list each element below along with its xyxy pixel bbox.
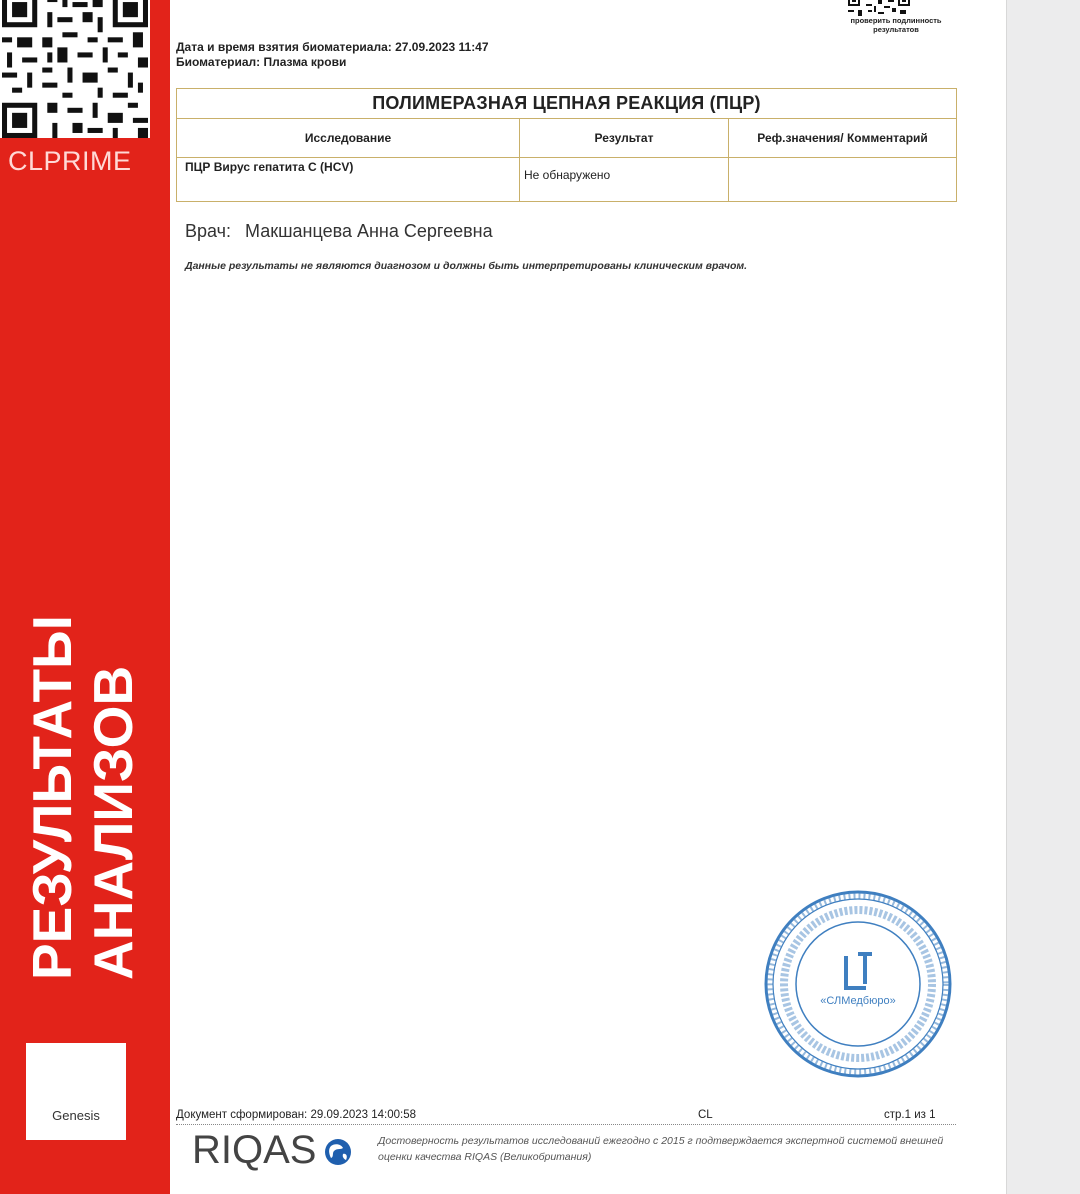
riqas-note: Достоверность результатов исследований ежегодно с 2015 г подтверждается экспертной системой внешней оценки качества RIQAS (Великобритания) xyxy=(378,1135,944,1163)
result-cell: Не обнаружено xyxy=(520,158,729,202)
doctor-line xyxy=(185,221,493,242)
results-table xyxy=(176,88,957,202)
doc-formed xyxy=(176,1109,416,1121)
riqas-logo: RIQAS xyxy=(192,1128,317,1172)
vertical-title-line-2: АНАЛИЗОВ xyxy=(82,665,144,980)
sample-meta xyxy=(176,40,489,70)
column-header-result: Результат xyxy=(520,119,729,158)
table-row xyxy=(177,158,957,202)
globe-icon xyxy=(322,1136,354,1168)
lab-stamp xyxy=(762,888,954,1080)
sample-datetime-value: 27.09.2023 11:47 xyxy=(395,40,489,54)
stamp-center-text: «СЛМедбюро» xyxy=(820,995,896,1007)
stamp-logo-icon xyxy=(846,954,872,988)
table-header-row xyxy=(177,119,957,158)
genesis-badge xyxy=(26,1043,126,1140)
table-title: ПОЛИМЕРАЗНАЯ ЦЕПНАЯ РЕАКЦИЯ (ПЦР) xyxy=(177,89,957,119)
doctor-label: Врач: xyxy=(185,221,232,241)
viewer-background xyxy=(1006,0,1080,1194)
sidebar-vertical-title xyxy=(22,615,144,980)
disclaimer-text: Данные результаты не являются диагнозом и должны быть интерпретированы клиническим врачом. xyxy=(185,260,748,272)
red-sidebar xyxy=(0,0,170,1194)
footer-code: CL xyxy=(698,1109,713,1121)
page-number: стр.1 из 1 xyxy=(884,1109,936,1121)
genesis-label: Genesis xyxy=(52,1108,100,1123)
clprime-logo: CLPRIME xyxy=(8,146,132,176)
biomaterial-value: Плазма крови xyxy=(263,55,347,69)
column-header-reference: Реф.значения/ Комментарий xyxy=(729,119,957,158)
footer-divider xyxy=(176,1124,956,1125)
biomaterial-label: Биоматериал: xyxy=(176,55,261,69)
test-cell: ПЦР Вирус гепатита С (HCV) xyxy=(177,158,520,202)
vertical-title-line-1: РЕЗУЛЬТАТЫ xyxy=(21,615,83,980)
reference-cell xyxy=(729,158,957,202)
column-header-test: Исследование xyxy=(177,119,520,158)
doc-formed-label: Документ сформирован: xyxy=(176,1109,308,1121)
qr-code xyxy=(0,0,150,138)
doc-formed-value: 29.09.2023 14:00:58 xyxy=(310,1109,416,1121)
qr-code-icon xyxy=(2,0,148,138)
doctor-name: Макшанцева Анна Сергеевна xyxy=(245,221,493,241)
sample-datetime-label: Дата и время взятия биоматериала: xyxy=(176,40,392,54)
sample-datetime-row xyxy=(176,40,489,55)
qr-caption: проверить подлинность результатов xyxy=(850,16,942,34)
biomaterial-row xyxy=(176,55,489,70)
